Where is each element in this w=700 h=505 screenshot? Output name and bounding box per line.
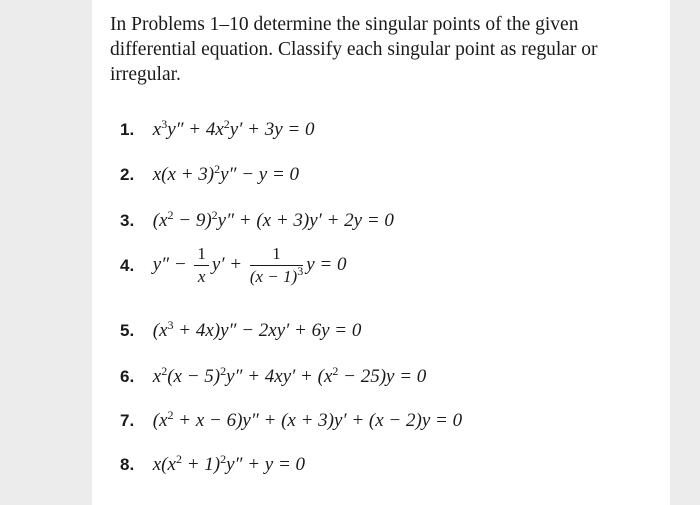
equation: $x(x^2 + 1)^2y'' + y = 0$ xyxy=(152,452,306,475)
equation: $(x^2 + x - 6)y'' + (x + 3)y' + (x - 2)y = 0$ xyxy=(152,408,463,431)
problem-7 xyxy=(120,409,462,433)
problem-2 xyxy=(120,163,299,187)
problem-number: 2. xyxy=(120,165,135,184)
problem-4 xyxy=(120,243,346,288)
problem-number: 1. xyxy=(120,120,135,139)
equation: $(x^3 + 4x)y'' - 2xy' + 6y = 0$ xyxy=(152,318,362,341)
equation: $(x^2 - 9)^2y'' + (x + 3)y' + 2y = 0$ xyxy=(152,208,394,231)
problem-number: 7. xyxy=(120,411,135,430)
equation: y″ − $\frac{1}{x}$ y′ + $\frac{1}{(x - 1)^3}$ y = 0 xyxy=(152,244,347,286)
equation: $x^3y'' + 4x^2y' + 3y = 0$ xyxy=(152,117,315,140)
equation: $x^2(x - 5)^2y'' + 4xy' + (x^2 - 25)y = 0$ xyxy=(152,364,427,387)
problem-5 xyxy=(120,319,361,343)
problem-3 xyxy=(120,209,394,233)
fraction: $\frac{1}{(x - 1)^3}$ xyxy=(249,244,304,286)
instructions-text: In Problems 1–10 determine the singular points of the given differential equation. Classify each singular point as regular or irregular. xyxy=(110,14,598,85)
problem-1 xyxy=(120,118,314,142)
fraction: $\frac{1}{x}$ xyxy=(194,243,209,288)
problem-8 xyxy=(120,453,305,477)
equation: $x(x + 3)^2y'' - y = 0$ xyxy=(152,162,300,185)
problem-number: 5. xyxy=(120,321,135,340)
problem-number: 3. xyxy=(120,211,135,230)
problem-number: 4. xyxy=(120,255,135,275)
problem-6 xyxy=(120,365,426,389)
problem-number: 8. xyxy=(120,455,135,474)
problem-number: 6. xyxy=(120,367,135,386)
